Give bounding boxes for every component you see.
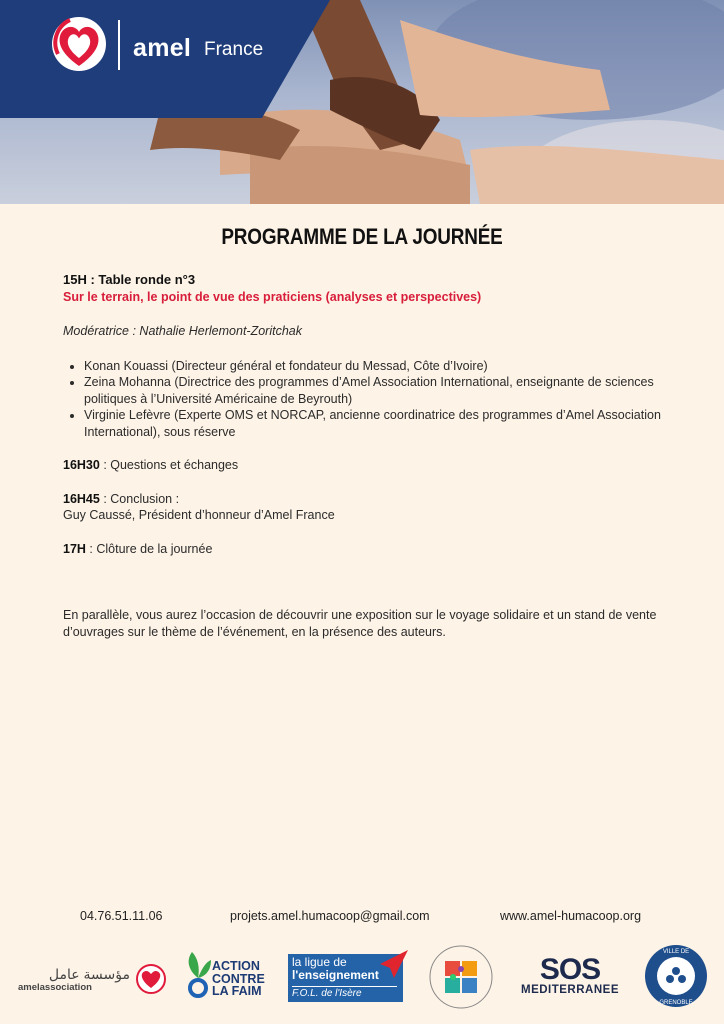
- ligue-line1: la ligue de: [292, 955, 347, 969]
- schedule-text: : Clôture de la journée: [85, 541, 213, 556]
- amel-association-arabic: مؤسسة عامل: [48, 966, 130, 982]
- action-contre-la-faim-logo: [212, 960, 265, 998]
- sos-mediterranee-logo: [510, 953, 630, 996]
- brand-country: France: [204, 39, 264, 60]
- svg-text:GRENOBLE: GRENOBLE: [659, 1000, 693, 1006]
- session-moderator: Modératrice : Nathalie Herlemont-Zoritchak: [63, 324, 302, 338]
- ligue-line2: l'enseignement: [292, 968, 379, 982]
- schedule-item: [63, 457, 663, 474]
- schedule-text: : Conclusion :: [99, 491, 180, 506]
- session-subtitle: Sur le terrain, le point de vue des praticiens (analyses et perspectives): [63, 289, 482, 304]
- parallel-note: En parallèle, vous aurez l’occasion de découvrir une exposition sur le voyage solidaire et un stand de vente d’ouvrages sur le thème de l’événement, en la présence des auteurs.: [63, 608, 657, 639]
- sos-small: MEDITERRANEE: [520, 984, 619, 996]
- footer-contacts: [0, 909, 724, 927]
- schedule-extra: Guy Caussé, Président d’honneur d’Amel France: [63, 508, 335, 522]
- schedule-time: 17H: [63, 541, 86, 556]
- footer-email[interactable]: projets.amel.humacoop@gmail.com: [230, 909, 430, 923]
- page-title: PROGRAMME DE LA JOURNÉE: [221, 224, 503, 249]
- brand-name: amel: [133, 34, 192, 62]
- footer-website[interactable]: www.amel-humacoop.org: [500, 909, 642, 923]
- action-contre-la-faim-leaf-icon: [184, 950, 212, 1000]
- brand-separator: [118, 20, 120, 70]
- ligue-red-arrow-icon: [380, 948, 410, 988]
- acf-line: ACTION: [212, 959, 260, 973]
- amel-association-heart-icon: [136, 964, 166, 994]
- acf-line: LA FAIM: [212, 984, 262, 998]
- footer-phone: 04.76.51.11.06: [80, 909, 163, 923]
- amel-heart-logo: [50, 14, 108, 74]
- schedule-text: : Questions et échanges: [99, 458, 239, 472]
- maison-solidarite-puzzle-logo: [428, 944, 494, 1010]
- speaker-list: [63, 358, 663, 441]
- ville-de-grenoble-seal: [644, 944, 708, 1008]
- hero-banner: [0, 0, 724, 204]
- acf-line: CONTRE: [212, 971, 265, 986]
- speaker-item: • Virginie Lefèvre (Experte OMS et NORCAP, ancienne coordinatrice des programmes d’Amel Association International), sous réserve: [84, 407, 663, 440]
- schedule-item: [63, 541, 663, 558]
- speaker-item: • Zeina Mohanna (Directrice des programmes d’Amel Association International, enseignante de sciences politiques à l’Université Américaine de Beyrouth): [84, 374, 663, 407]
- schedule-time: 16H45: [63, 491, 100, 506]
- amel-association-latin: amelassociation: [18, 982, 92, 993]
- speaker-item: • Konan Kouassi (Directeur général et fondateur du Messad, Côte d’Ivoire): [84, 358, 663, 375]
- ligue-line3: F.O.L. de l'Isère: [292, 986, 397, 999]
- session-title: 15H : Table ronde n°3: [63, 272, 196, 287]
- brand-header: [0, 0, 330, 118]
- programme-content: [63, 272, 663, 640]
- schedule-item: [63, 491, 663, 524]
- schedule-time: 16H30: [63, 458, 100, 472]
- svg-text:VILLE DE: VILLE DE: [662, 949, 690, 955]
- sos-big: SOS: [539, 953, 601, 986]
